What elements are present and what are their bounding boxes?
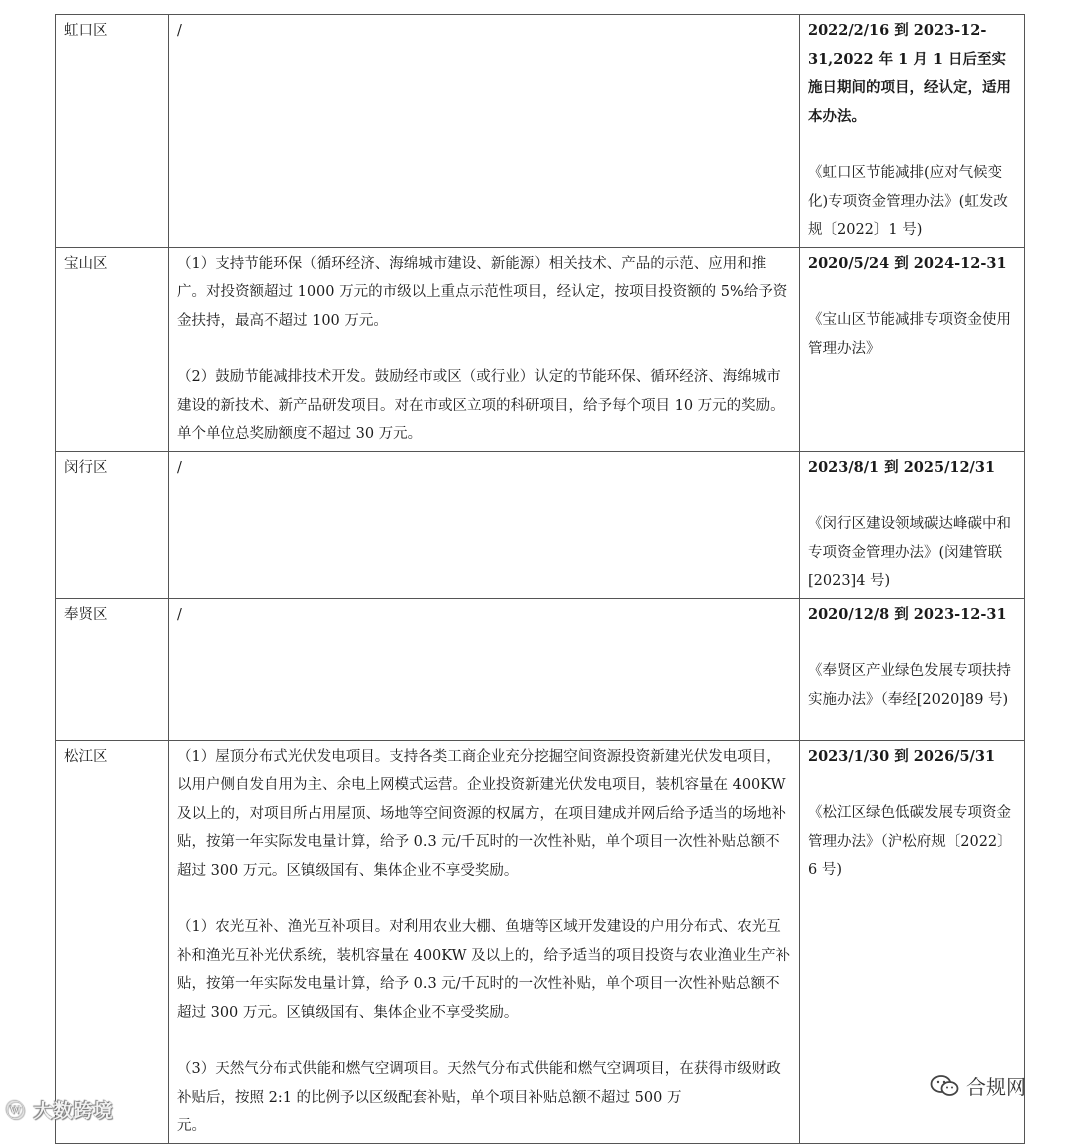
date-doc-cell (800, 247, 1025, 451)
content-paragraph: / (177, 606, 182, 623)
content-cell (169, 740, 800, 1143)
district-cell: 松江区 (56, 740, 169, 1143)
content-cell (169, 451, 800, 598)
district-cell: 虹口区 (56, 15, 169, 248)
content-paragraph: （2）鼓励节能减排技术开发。鼓励经市或区（或行业）认定的节能环保、循环经济、海绵城市建设的新技术、新产品研发项目。对在市或区立项的科研项目，给予每个项目 10 万元的奖励。单个单位总奖励额度不超过 30 万元。 (177, 369, 785, 442)
content-cell (169, 247, 800, 451)
content-ending: 元。 (177, 1118, 206, 1134)
table-row (56, 740, 1025, 1143)
effective-note: 2022 年 1 月 1 日后至实施日期间的项目，经认定，适用本办法。 (808, 50, 1011, 125)
district-cell: 宝山区 (56, 247, 169, 451)
policy-document: 《虹口区节能减排(应对气候变化)专项资金管理办法》(虹发改规〔2022〕1 号) (808, 165, 1008, 238)
content-paragraph: （1）屋顶分布式光伏发电项目。支持各类工商企业充分挖掘空间资源投资新建光伏发电项目，以用户侧自发自用为主、余电上网模式运营。企业投资新建光伏发电项目，装机容量在 400KW 及以上的，对项目所占用屋顶、场地等空间资源的权属方，在项目建成并网后给予适当的场地补贴，按第一年实际发电量计算，给予 0.3 元/千瓦时的一次性补贴，单个项目一次性补贴总额不超过 300 万元。区镇级国有、集体企业不享受奖励。 (177, 748, 786, 879)
content-text: （3）天然气分布式供能和燃气空调项目。天然气分布式供能和燃气空调项目，在获得市级财政补贴后，按照 2:1 的比例予以区级配套补贴，单个项目补贴总额不超过 500 万 (177, 1061, 781, 1106)
content-paragraph: / (177, 23, 182, 39)
effective-range: 2020/5/24 到 2024-12-31 (808, 254, 1007, 272)
content-paragraph: （1）支持节能环保（循环经济、海绵城市建设、新能源）相关技术、产品的示范、应用和推广。对投资额超过 1000 万元的市级以上重点示范性项目，经认定，按项目投资额的 5%给予资金扶持，最高不超过 100 万元。 (177, 255, 788, 329)
table-row (56, 598, 1025, 740)
table-row (56, 15, 1025, 248)
date-doc-cell (800, 15, 1025, 248)
watermark-right (930, 1071, 1026, 1100)
policy-document: 《松江区绿色低碳发展专项资金管理办法》（沪松府规〔2022〕6 号) (808, 805, 1012, 878)
watermark-left-text: 大数跨境 (33, 1100, 114, 1122)
wechat-icon (930, 1074, 960, 1098)
effective-period (808, 17, 1016, 131)
content-cell (169, 598, 800, 740)
content-paragraph: / (177, 459, 182, 476)
effective-range: 2022/2/16 到 2023-12-31, (808, 22, 987, 68)
policy-document: 《闵行区建设领域碳达峰碳中和专项资金管理办法》(闵建管联[2023]4 号) (808, 516, 1011, 589)
policy-document: 《宝山区节能减排专项资金使用管理办法》 (808, 312, 1011, 357)
date-doc-cell (800, 451, 1025, 598)
policy-table (55, 14, 1025, 1144)
weibo-icon: ⓦ (6, 1100, 27, 1122)
watermark-left (6, 1096, 114, 1123)
table-row (56, 451, 1025, 598)
district-cell: 闵行区 (56, 451, 169, 598)
content-cell (169, 15, 800, 248)
date-doc-cell (800, 598, 1025, 740)
watermark-right-text: 合规网 (966, 1075, 1026, 1099)
effective-range: 2020/12/8 到 2023-12-31 (808, 605, 1007, 623)
effective-range: 2023/1/30 到 2026/5/31 (808, 747, 996, 765)
content-paragraph: （1）农光互补、渔光互补项目。对利用农业大棚、鱼塘等区域开发建设的户用分布式、农光互补和渔光互补光伏系统，装机容量在 400KW 及以上的，给予适当的项目投资与农业渔业生产补贴，按第一年实际发电量计算，给予 0.3 元/千瓦时的一次性补贴，单个项目一次性补贴总额不超过 300 万元。区镇级国有、集体企业不享受奖励。 (177, 919, 791, 1021)
policy-document: 《奉贤区产业绿色发展专项扶持实施办法》（奉经[2020]89 号) (808, 663, 1011, 708)
content-paragraph (177, 1055, 791, 1141)
district-cell: 奉贤区 (56, 598, 169, 740)
effective-range: 2023/8/1 到 2025/12/31 (808, 458, 996, 476)
table-row (56, 247, 1025, 451)
